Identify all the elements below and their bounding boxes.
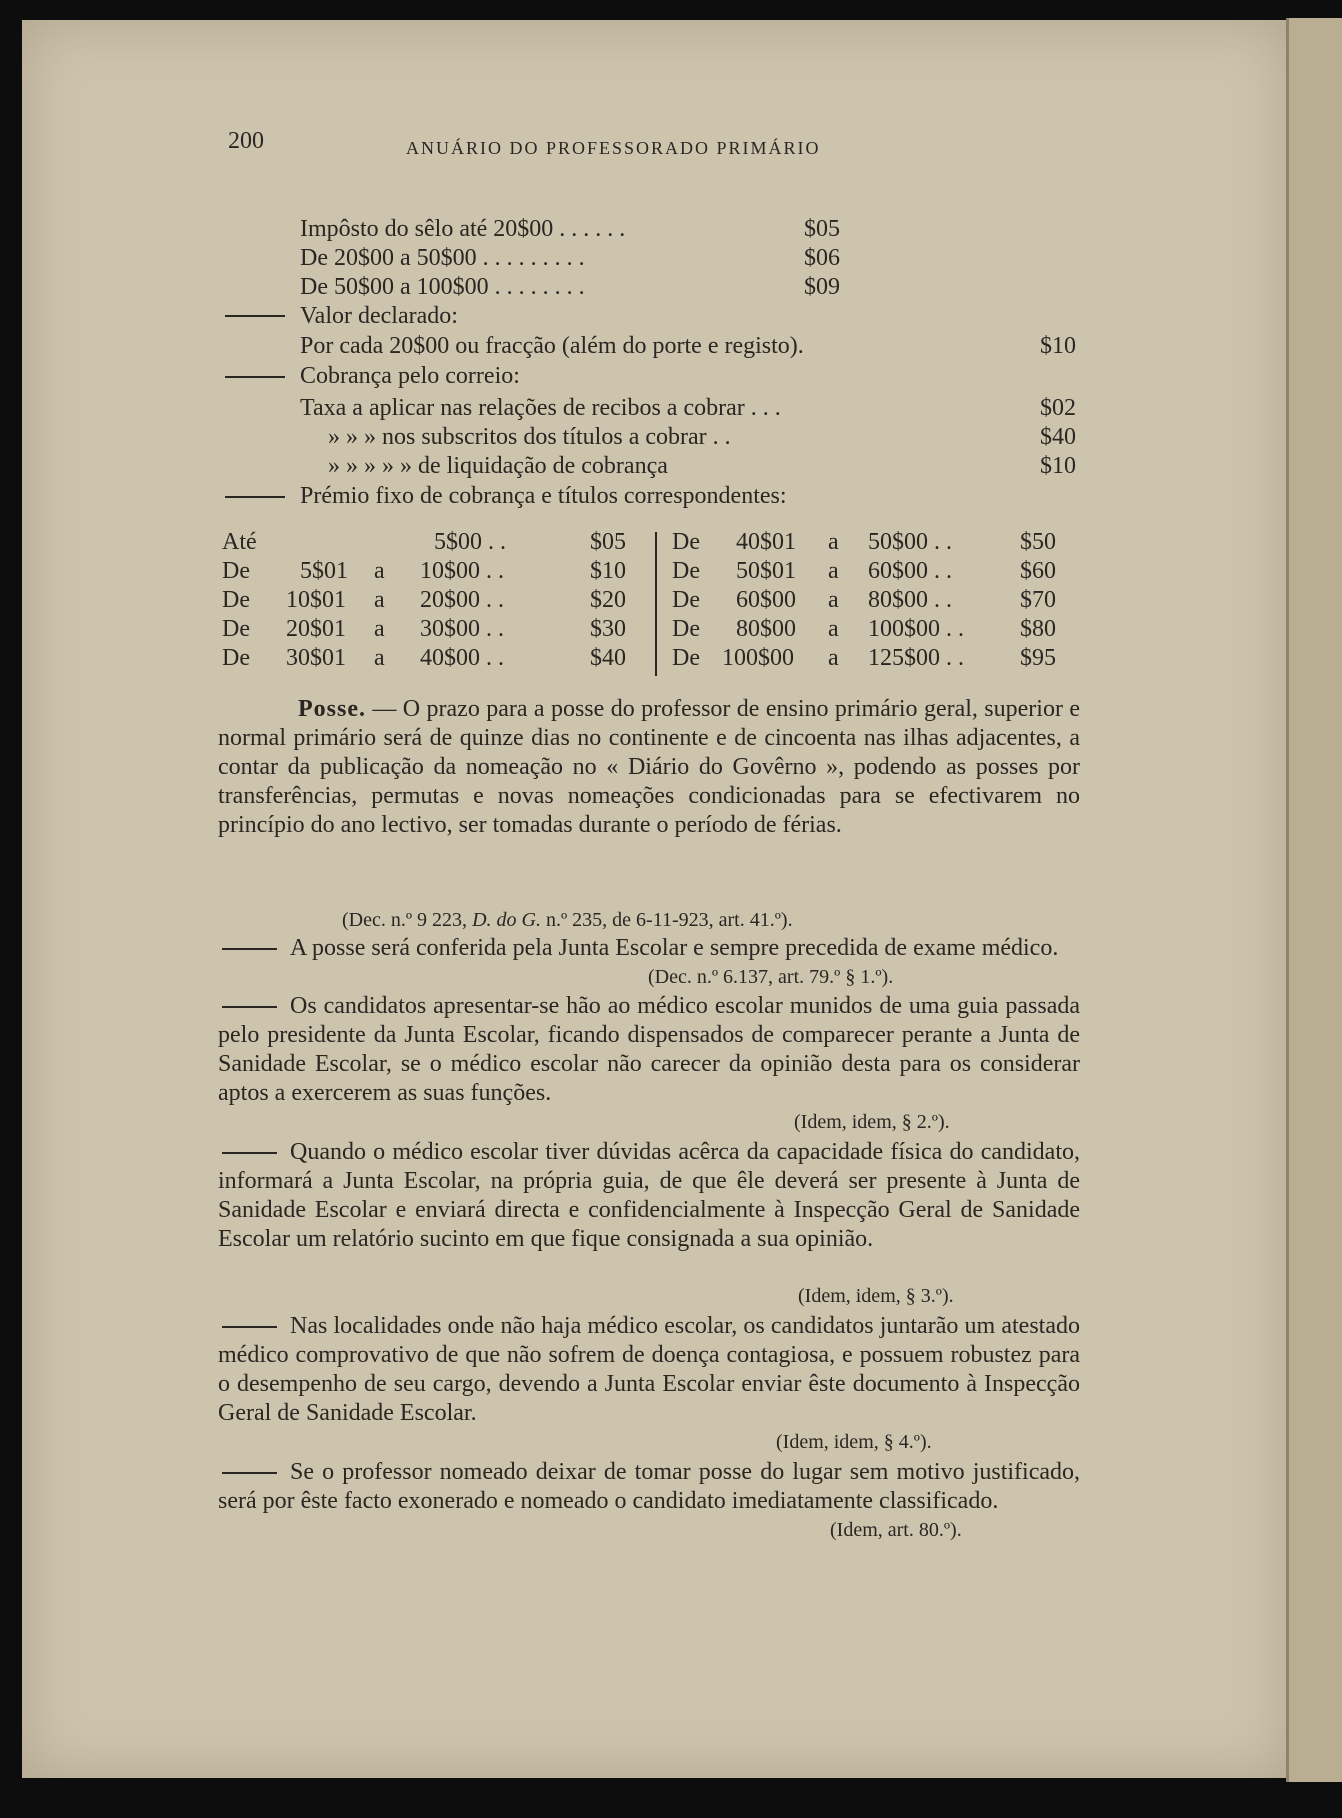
- cell-from: 50$01: [736, 558, 796, 584]
- cell-prefix: De: [672, 558, 700, 584]
- cell-to: 60$00 . .: [868, 558, 952, 584]
- collection-label: » » » nos subscritos dos títulos a cobrar . .: [328, 424, 731, 450]
- page-header: [228, 122, 1128, 162]
- table-row: [672, 557, 1082, 586]
- collection-row: [300, 394, 1090, 422]
- page-number: 200: [228, 128, 264, 154]
- paragraph-text: Quando o médico escolar tiver dúvidas acêrca da capacidade física do candidato, informará a Junta Escolar, na própria guia, de que êle deverá ser presente à Junta de Sanidade Escolar e enviará directa e confidencialmente à Inspecção Geral de Sanidade Escolar um relatório sucinto em que fique consignada a sua opinião.: [218, 1139, 1080, 1252]
- cell-value: $05: [590, 529, 626, 555]
- cell-prefix: De: [672, 587, 700, 613]
- cell-prefix: De: [672, 645, 700, 671]
- collection-label: » » » » » de liquidação de cobrança: [328, 453, 668, 479]
- cell-from: 5$01: [300, 558, 348, 584]
- declared-value-heading: [300, 302, 900, 330]
- body-paragraph: [218, 1458, 1080, 1516]
- paragraph-text: A posse será conferida pela Junta Escolar e sempre precedida de exame médico.: [290, 935, 1059, 961]
- rate-row: [300, 244, 900, 272]
- rate-value: $06: [804, 245, 840, 271]
- table-row: [672, 615, 1082, 644]
- cell-from: 100$00: [722, 645, 794, 671]
- rate-label: De 20$00 a 50$00 . . . . . . . . .: [300, 245, 585, 271]
- paragraph-citation: (Idem, art. 80.º).: [830, 1519, 962, 1541]
- collection-heading: [300, 362, 900, 390]
- paragraph-citation: (Idem, idem, § 3.º).: [798, 1285, 954, 1307]
- cell-value: $50: [1020, 529, 1056, 555]
- table-row: [672, 644, 1082, 673]
- cell-value: $20: [590, 587, 626, 613]
- body-paragraph: [218, 1312, 1080, 1428]
- cell-value: $95: [1020, 645, 1056, 671]
- citation-italic: D. do G.: [472, 909, 541, 931]
- paragraph-text: Os candidatos apresentar-se hão ao médico escolar munidos de uma guia passada pelo presidente da Junta Escolar, ficando dispensados de comparecer perante a Junta de Sanidade Escolar, se o médico escolar não carecer da opinião desta para os considerar aptos a exercerem as suas funções.: [218, 993, 1080, 1106]
- table-row: [222, 528, 652, 557]
- cell-to: 125$00 . .: [868, 645, 964, 671]
- cell-to: 5$00 . .: [434, 529, 506, 555]
- table-row: [222, 557, 652, 586]
- premium-heading-text: Prémio fixo de cobrança e títulos correspondentes:: [300, 483, 787, 509]
- declared-value-row: [300, 332, 1090, 360]
- cell-sep: a: [828, 587, 839, 613]
- cell-to: 80$00 . .: [868, 587, 952, 613]
- cell-prefix: Até: [222, 529, 257, 555]
- cell-sep: a: [374, 587, 385, 613]
- cell-value: $60: [1020, 558, 1056, 584]
- posse-paragraph: [218, 695, 1080, 840]
- cell-sep: a: [828, 616, 839, 642]
- paragraph-citation: (Idem, idem, § 4.º).: [776, 1431, 932, 1453]
- table-row: [222, 615, 652, 644]
- collection-label: Taxa a aplicar nas relações de recibos a cobrar . . .: [300, 395, 781, 421]
- section-dash: [225, 496, 285, 498]
- declared-value-amount: $10: [1040, 333, 1076, 359]
- premium-table: [222, 528, 1082, 678]
- table-row: [222, 644, 652, 673]
- paragraph-citation: (Dec. n.º 6.137, art. 79.º § 1.º).: [648, 966, 894, 988]
- cell-sep: a: [374, 645, 385, 671]
- cell-to: 40$00 . .: [420, 645, 504, 671]
- column-separator: [655, 532, 657, 676]
- cell-value: $70: [1020, 587, 1056, 613]
- cell-from: 10$01: [286, 587, 346, 613]
- rate-row: [300, 273, 900, 301]
- rate-label: Impôsto do sêlo até 20$00 . . . . . .: [300, 216, 626, 242]
- collection-row: [300, 452, 1090, 480]
- running-head: ANUÁRIO DO PROFESSORADO PRIMÁRIO: [406, 138, 821, 158]
- table-row: [672, 586, 1082, 615]
- cell-from: 80$00: [736, 616, 796, 642]
- cell-from: 40$01: [736, 529, 796, 555]
- rate-label: De 50$00 a 100$00 . . . . . . . .: [300, 274, 585, 300]
- paragraph-citation: (Idem, idem, § 2.º).: [794, 1111, 950, 1133]
- rate-value: $09: [804, 274, 840, 300]
- table-row: [672, 528, 1082, 557]
- posse-title: Posse.: [298, 696, 366, 722]
- cell-sep: a: [828, 529, 839, 555]
- cell-prefix: De: [222, 558, 250, 584]
- collection-heading-text: Cobrança pelo correio:: [300, 363, 520, 389]
- table-row: [222, 586, 652, 615]
- cell-sep: a: [828, 645, 839, 671]
- posse-text: — O prazo para a posse do professor de ensino primário geral, superior e normal primário será de quinze dias no continente e de cincoenta nas ilhas adjacentes, a contar da publicação da nomeação no « Diário do Govêrno », podendo as posses por transferências, permutas e novas nomeações condicionadas para se efectivarem no princípio do ano lectivo, ser tomadas durante o período de férias.: [218, 696, 1080, 838]
- paragraph-text: Nas localidades onde não haja médico escolar, os candidatos juntarão um atestado médico comprovativo de que não sofrem de doença contagiosa, e possuem robustez para o desempenho de seu cargo, devendo a Junta Escolar enviar êste documento à Inspecção Geral de Sanidade Escolar.: [218, 1313, 1080, 1426]
- cell-to: 100$00 . .: [868, 616, 964, 642]
- citation-part: n.º 235, de 6-11-923, art. 41.º).: [545, 909, 793, 931]
- cell-to: 20$00 . .: [420, 587, 504, 613]
- cell-sep: a: [374, 616, 385, 642]
- posse-citation: [342, 906, 793, 935]
- cell-prefix: De: [672, 529, 700, 555]
- body-paragraph: [218, 992, 1080, 1108]
- cell-prefix: De: [222, 645, 250, 671]
- next-page-edge: [1286, 18, 1342, 1782]
- rate-row: [300, 215, 900, 243]
- cell-to: 50$00 . .: [868, 529, 952, 555]
- cell-prefix: De: [672, 616, 700, 642]
- cell-value: $30: [590, 616, 626, 642]
- collection-value: $10: [1040, 453, 1076, 479]
- section-dash: [225, 376, 285, 378]
- cell-from: 20$01: [286, 616, 346, 642]
- declared-value-heading-text: Valor declarado:: [300, 303, 458, 329]
- collection-value: $02: [1040, 395, 1076, 421]
- premium-heading: [300, 482, 1090, 510]
- cell-to: 30$00 . .: [420, 616, 504, 642]
- cell-sep: a: [374, 558, 385, 584]
- citation-part: (Dec. n.º 9 223,: [342, 909, 468, 931]
- body-paragraph: [218, 934, 1080, 963]
- declared-value-label: Por cada 20$00 ou fracção (além do porte e registo).: [300, 333, 804, 359]
- cell-from: 60$00: [736, 587, 796, 613]
- rate-value: $05: [804, 216, 840, 242]
- cell-from: 30$01: [286, 645, 346, 671]
- cell-value: $40: [590, 645, 626, 671]
- cell-prefix: De: [222, 587, 250, 613]
- collection-value: $40: [1040, 424, 1076, 450]
- cell-value: $80: [1020, 616, 1056, 642]
- cell-value: $10: [590, 558, 626, 584]
- collection-row: [300, 423, 1090, 451]
- section-dash: [225, 315, 285, 317]
- paragraph-text: Se o professor nomeado deixar de tomar posse do lugar sem motivo justificado, será por êste facto exonerado e nomeado o candidato imediatamente classificado.: [218, 1459, 1080, 1514]
- cell-sep: a: [828, 558, 839, 584]
- cell-to: 10$00 . .: [420, 558, 504, 584]
- body-paragraph: [218, 1138, 1080, 1254]
- cell-prefix: De: [222, 616, 250, 642]
